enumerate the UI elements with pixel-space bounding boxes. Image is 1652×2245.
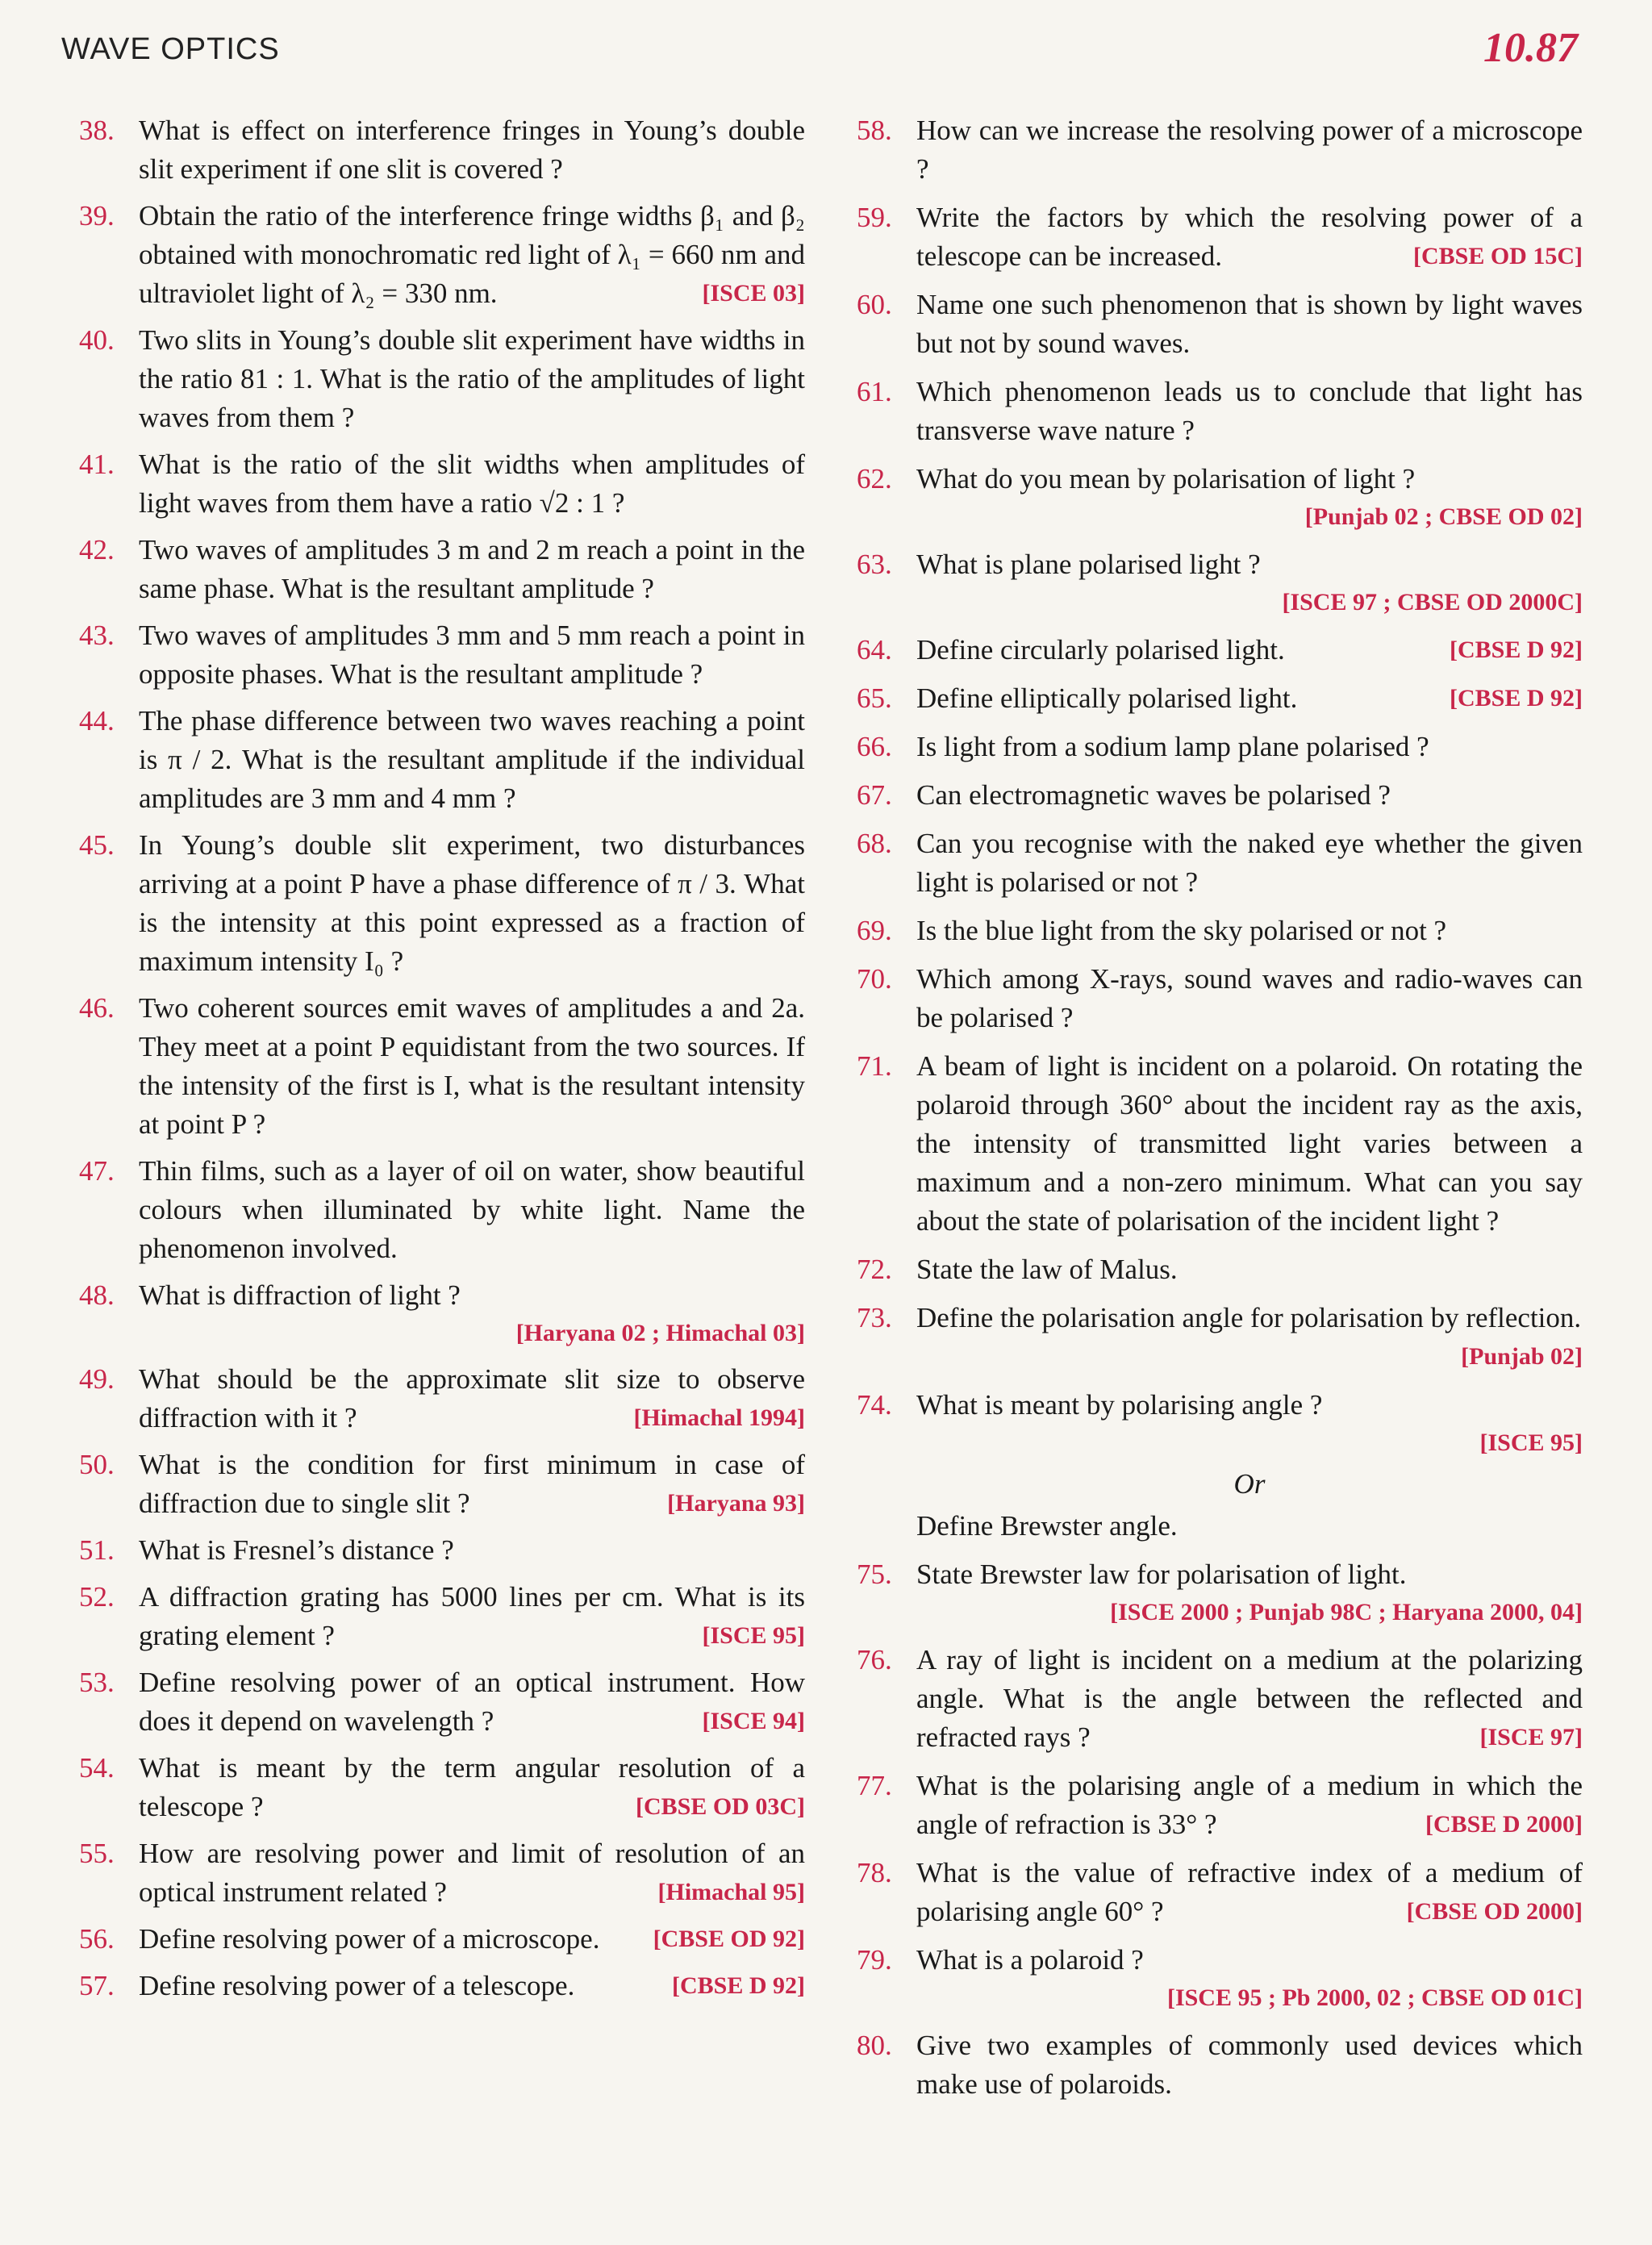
question-item: [79, 989, 805, 1144]
question-number: 49.: [79, 1363, 115, 1395]
question-text: What is the value of refractive index of a medium of polarising angle 60° ?: [916, 1857, 1583, 1927]
question-source: [ISCE 97]: [1479, 1724, 1583, 1751]
question-text: Two waves of amplitudes 3 m and 2 m reach a point in the same phase. What is the resultant amplitude ?: [139, 534, 805, 604]
question-text: How can we increase the resolving power of a microscope ?: [916, 115, 1583, 185]
question-number: 61.: [857, 376, 892, 407]
question-number: 39.: [79, 200, 115, 232]
question-item: [79, 197, 805, 313]
question-source: [Punjab 02 ; CBSE OD 02]: [1304, 503, 1583, 530]
question-item: [79, 1749, 805, 1826]
question-source: [CBSE OD 03C]: [635, 1793, 805, 1820]
question-source: [ISCE 97 ; CBSE OD 2000C]: [1282, 589, 1583, 615]
question-text: What is effect on interference fringes in Young’s double slit experiment if one slit is covered ?: [139, 115, 805, 185]
question-source: [CBSE OD 92]: [653, 1926, 805, 1952]
question-text: What is diffraction of light ?: [139, 1279, 461, 1311]
question-number: 53.: [79, 1667, 115, 1698]
question-number: 69.: [857, 915, 892, 946]
question-number: 50.: [79, 1449, 115, 1480]
question-number: 63.: [857, 549, 892, 580]
question-number: 48.: [79, 1279, 115, 1311]
question-number: 46.: [79, 992, 115, 1024]
question-number: 78.: [857, 1857, 892, 1888]
alternate-question-text: Define Brewster angle.: [916, 1510, 1178, 1542]
question-item: [857, 679, 1583, 718]
question-item: [857, 1250, 1583, 1289]
question-number: 57.: [79, 1970, 115, 2001]
question-text: Write the factors by which the resolving power of a telescope can be increased.: [916, 202, 1583, 272]
question-item: [857, 198, 1583, 276]
question-text: How are resolving power and limit of resolution of an optical instrument related ?: [139, 1838, 805, 1908]
question-number: 80.: [857, 2030, 892, 2061]
question-number: 79.: [857, 1944, 892, 1976]
question-item: [79, 1152, 805, 1268]
question-text: Is the blue light from the sky polarised or not ?: [916, 915, 1447, 946]
question-item: [857, 460, 1583, 536]
question-text: The phase difference between two waves reaching a point is π / 2. What is the resultant amplitude if the individual amplitudes are 3 mm and 4 mm ?: [139, 705, 805, 814]
question-item: [79, 1276, 805, 1352]
question-text: What is Fresnel’s distance ?: [139, 1534, 454, 1566]
question-text: Two waves of amplitudes 3 mm and 5 mm reach a point in opposite phases. What is the resultant amplitude ?: [139, 620, 805, 690]
question-number: 41.: [79, 449, 115, 480]
question-item: [857, 776, 1583, 815]
right-column: [857, 111, 1583, 2114]
question-text: What do you mean by polarisation of light ?: [916, 463, 1416, 494]
question-number: 52.: [79, 1581, 115, 1613]
question-text: Is light from a sodium lamp plane polarised ?: [916, 731, 1429, 762]
question-text: Define circularly polarised light.: [916, 634, 1285, 666]
question-text: Thin films, such as a layer of oil on water, show beautiful colours when illuminated by white light. Name the phenomenon involved.: [139, 1155, 805, 1264]
question-item: [79, 702, 805, 818]
question-number: 66.: [857, 731, 892, 762]
question-item: [857, 824, 1583, 902]
question-text: State the law of Malus.: [916, 1254, 1178, 1285]
question-number: 40.: [79, 324, 115, 356]
question-source: [Himachal 95]: [657, 1879, 805, 1905]
question-item: [857, 1767, 1583, 1844]
question-text: Give two examples of commonly used devices which make use of polaroids.: [916, 2030, 1583, 2100]
question-text: A ray of light is incident on a medium at the polarizing angle. What is the angle between the reflected and refracted rays ?: [916, 1644, 1583, 1753]
question-number: 42.: [79, 534, 115, 565]
question-number: 72.: [857, 1254, 892, 1285]
question-number: 44.: [79, 705, 115, 737]
question-number: 62.: [857, 463, 892, 494]
question-text: Can you recognise with the naked eye whether the given light is polarised or not ?: [916, 828, 1583, 898]
question-item: [857, 286, 1583, 363]
question-source: [Haryana 02 ; Himachal 03]: [515, 1320, 805, 1346]
question-number: 76.: [857, 1644, 892, 1675]
question-item: [857, 373, 1583, 450]
question-item: [857, 2026, 1583, 2104]
question-item: [79, 1967, 805, 2005]
question-item: [79, 1446, 805, 1523]
question-item: [857, 1641, 1583, 1757]
question-source: [ISCE 95]: [702, 1622, 805, 1649]
question-number: 77.: [857, 1770, 892, 1801]
question-item: [857, 1555, 1583, 1631]
question-text: A diffraction grating has 5000 lines per cm. What is its grating element ?: [139, 1581, 805, 1651]
question-item: [79, 321, 805, 437]
question-item: [857, 1299, 1583, 1376]
question-text: What is plane polarised light ?: [916, 549, 1261, 580]
question-item: [857, 912, 1583, 950]
question-text: Which phenomenon leads us to conclude that light has transverse wave nature ?: [916, 376, 1583, 446]
question-item: [857, 1386, 1583, 1546]
question-number: 38.: [79, 115, 115, 146]
chapter-title: WAVE OPTICS: [61, 32, 280, 66]
question-text: A beam of light is incident on a polaroid. On rotating the polaroid through 360° about the incident ray as the axis, the intensity of transmitted light varies between a maximum and a non-zero minimum. What can you say about the state of polarisation of the incident light ?: [916, 1050, 1583, 1237]
question-item: [79, 111, 805, 189]
question-number: 71.: [857, 1050, 892, 1082]
question-source: [CBSE D 92]: [1449, 636, 1583, 663]
question-text: Two coherent sources emit waves of amplitudes a and 2a. They meet at a point P equidistant from the two sources. If the intensity of the first is I, what is the resultant intensity at point P ?: [139, 992, 805, 1140]
or-separator: Or: [1233, 1468, 1266, 1500]
question-text: Define resolving power of an optical instrument. How does it depend on wavelength ?: [139, 1667, 805, 1737]
question-number: 54.: [79, 1752, 115, 1784]
question-text: Which among X-rays, sound waves and radio-waves can be polarised ?: [916, 963, 1583, 1033]
question-number: 68.: [857, 828, 892, 859]
question-item: [79, 1920, 805, 1959]
question-item: [857, 1854, 1583, 1931]
question-text: Define the polarisation angle for polarisation by reflection.: [916, 1302, 1582, 1333]
question-item: [857, 960, 1583, 1037]
question-text: Obtain the ratio of the interference fringe widths β₁ and β₂ obtained with monochromatic red light of λ₁ = 660 nm and ultraviolet light of λ₂ = 330 nm.: [139, 200, 805, 309]
question-text: Define elliptically polarised light.: [916, 682, 1298, 714]
question-item: [79, 1834, 805, 1912]
question-number: 47.: [79, 1155, 115, 1187]
question-number: 55.: [79, 1838, 115, 1869]
question-number: 74.: [857, 1389, 892, 1421]
question-number: 51.: [79, 1534, 115, 1566]
question-source: [ISCE 95]: [1479, 1429, 1583, 1456]
question-item: [79, 616, 805, 694]
question-text: Can electromagnetic waves be polarised ?: [916, 779, 1391, 811]
question-number: 73.: [857, 1302, 892, 1333]
question-text: What is meant by polarising angle ?: [916, 1389, 1323, 1421]
question-number: 70.: [857, 963, 892, 995]
question-item: [79, 1578, 805, 1655]
question-source: [CBSE OD 2000]: [1406, 1898, 1583, 1925]
question-item: [79, 1531, 805, 1570]
question-text: What is the condition for first minimum in case of diffraction due to single slit ?: [139, 1449, 805, 1519]
question-text: What is the ratio of the slit widths when amplitudes of light waves from them have a ratio √2 : 1 ?: [139, 449, 805, 519]
question-number: 60.: [857, 289, 892, 320]
question-number: 58.: [857, 115, 892, 146]
question-item: [79, 1360, 805, 1438]
question-source: [ISCE 95 ; Pb 2000, 02 ; CBSE OD 01C]: [1166, 1984, 1583, 2011]
page-number: 10.87: [1483, 25, 1578, 71]
left-column: [79, 111, 805, 2013]
question-item: [79, 1663, 805, 1741]
question-item: [857, 631, 1583, 670]
question-item: [857, 545, 1583, 621]
question-number: 43.: [79, 620, 115, 651]
question-number: 59.: [857, 202, 892, 233]
question-source: [Haryana 93]: [667, 1490, 805, 1517]
question-item: [79, 445, 805, 523]
question-text: Define resolving power of a telescope.: [139, 1970, 575, 2001]
question-item: [79, 531, 805, 608]
question-source: [CBSE D 92]: [671, 1972, 805, 1999]
question-text: Two slits in Young’s double slit experiment have widths in the ratio 81 : 1. What is the ratio of the amplitudes of light waves from them ?: [139, 324, 805, 433]
question-item: [857, 1047, 1583, 1241]
page-header: [0, 0, 1652, 89]
question-number: 65.: [857, 682, 892, 714]
question-item: [79, 826, 805, 981]
question-source: [Himachal 1994]: [633, 1404, 805, 1431]
question-number: 64.: [857, 634, 892, 666]
question-source: [CBSE OD 15C]: [1412, 243, 1583, 269]
question-item: [857, 1941, 1583, 2017]
question-number: 45.: [79, 829, 115, 861]
question-source: [CBSE D 92]: [1449, 685, 1583, 711]
question-number: 56.: [79, 1923, 115, 1955]
question-item: [857, 728, 1583, 766]
question-text: What should be the approximate slit size to observe diffraction with it ?: [139, 1363, 805, 1433]
question-text: In Young’s double slit experiment, two disturbances arriving at a point P have a phase difference of π / 3. What is the intensity at this point expressed as a fraction of maximum intensity I₀ ?: [139, 829, 805, 977]
question-text: What is meant by the term angular resolution of a telescope ?: [139, 1752, 805, 1822]
question-number: 67.: [857, 779, 892, 811]
question-source: [ISCE 94]: [702, 1708, 805, 1734]
question-item: [857, 111, 1583, 189]
question-source: [CBSE D 2000]: [1425, 1811, 1583, 1838]
question-text: State Brewster law for polarisation of light.: [916, 1559, 1407, 1590]
question-text: What is a polaroid ?: [916, 1944, 1144, 1976]
question-source: [ISCE 03]: [702, 280, 805, 307]
question-text: Name one such phenomenon that is shown by light waves but not by sound waves.: [916, 289, 1583, 359]
question-text: What is the polarising angle of a medium in which the angle of refraction is 33° ?: [916, 1770, 1583, 1840]
question-text: Define resolving power of a microscope.: [139, 1923, 600, 1955]
question-source: [Punjab 02]: [1461, 1343, 1583, 1370]
question-source: [ISCE 2000 ; Punjab 98C ; Haryana 2000, 04]: [1110, 1599, 1583, 1625]
question-number: 75.: [857, 1559, 892, 1590]
